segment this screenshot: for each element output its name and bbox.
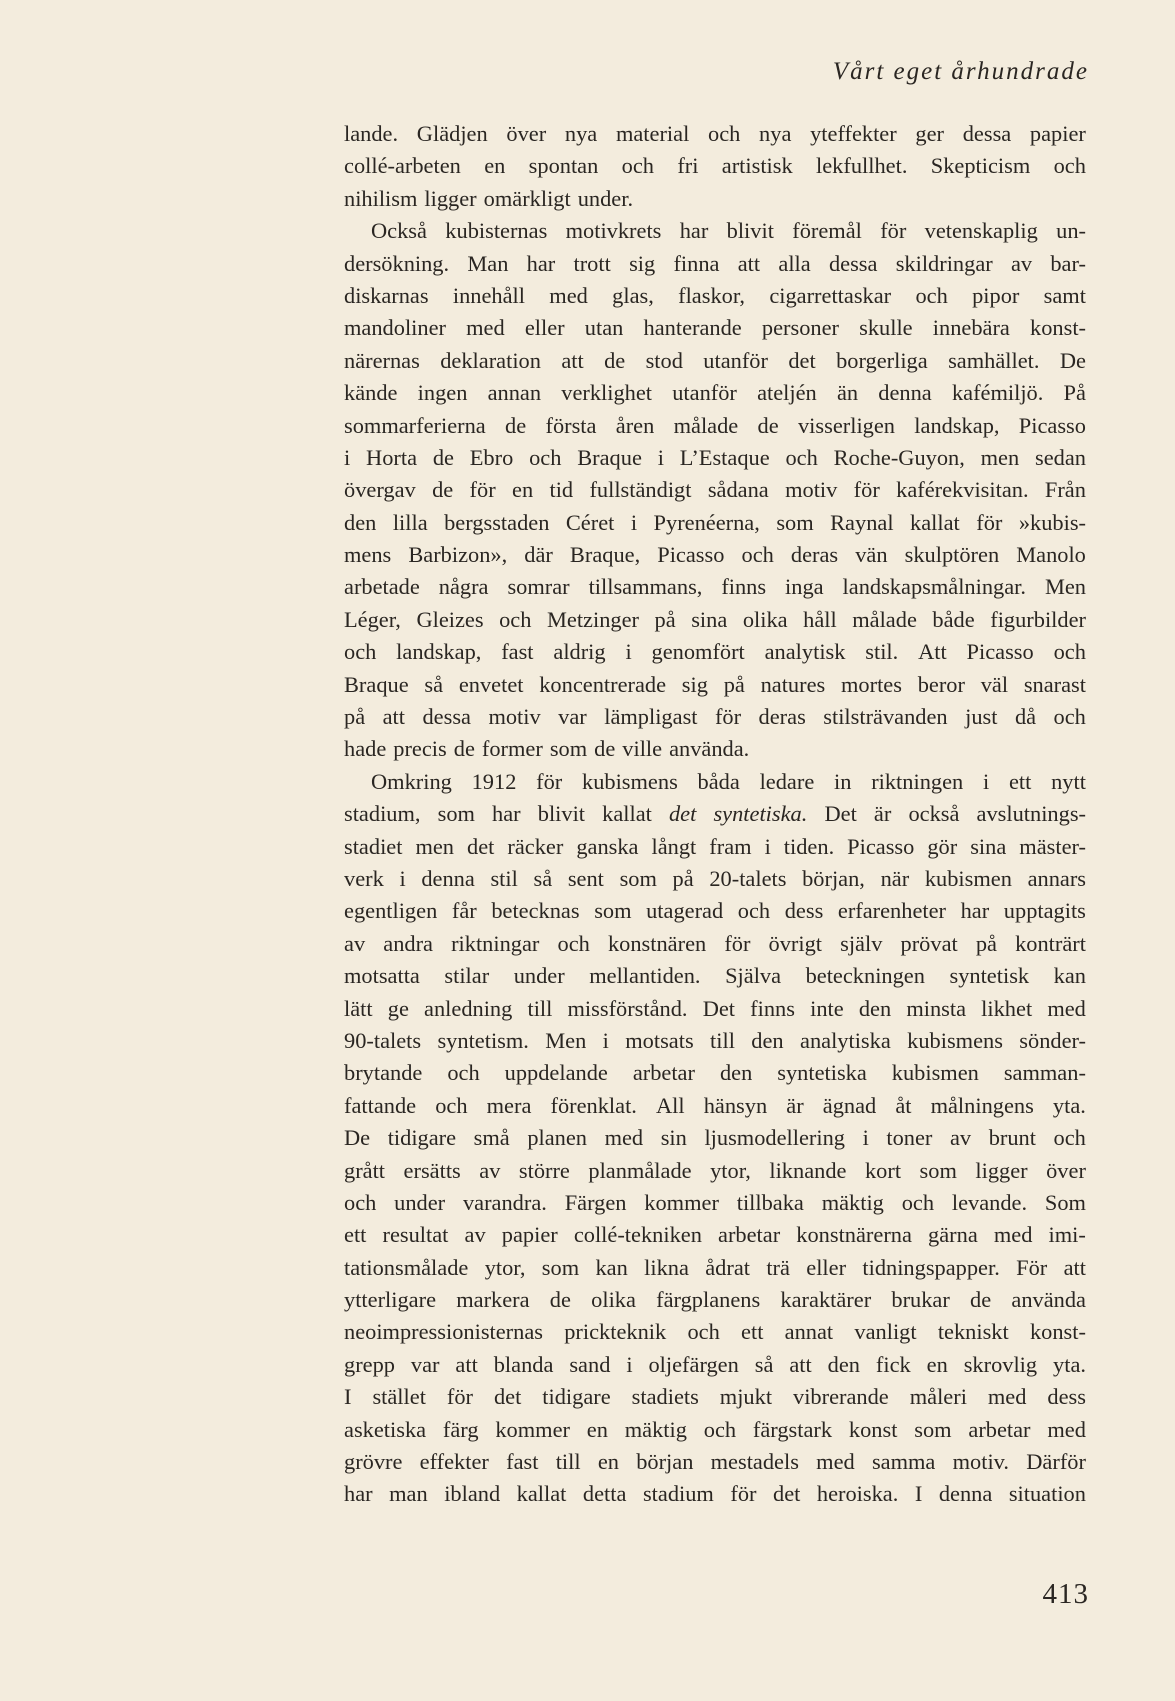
text-line: grövre effekter fast till en början mestadels med samma motiv. Därför bbox=[344, 1449, 1086, 1475]
text-line: lätt ge anledning till missförstånd. Det finns inte den minsta likhet med bbox=[344, 995, 1086, 1021]
text-line: sommarferierna de första åren målade de visserligen landskap, Picasso bbox=[344, 412, 1086, 438]
text-line: på att dessa motiv var lämpligast för deras stilsträvanden just då och bbox=[344, 704, 1086, 730]
text-line: grepp var att blanda sand i oljefärgen så att den fick en skrovlig yta. bbox=[344, 1351, 1086, 1377]
text-line: 90-talets syntetism. Men i motsats till den analytiska kubismens sönder- bbox=[344, 1027, 1086, 1053]
text-line: fattande och mera förenklat. All hänsyn är ägnad åt målningens yta. bbox=[344, 1092, 1086, 1118]
text-line: neoimpressionisternas prickteknik och ett annat vanligt tekniskt konst- bbox=[344, 1319, 1086, 1345]
text-line: och under varandra. Färgen kommer tillbaka mäktig och levande. Som bbox=[344, 1189, 1086, 1215]
text-line: dersökning. Man har trott sig finna att alla dessa skildringar av bar- bbox=[344, 250, 1086, 276]
text-line: den lilla bergsstaden Céret i Pyrenéerna, som Raynal kallat för »kubis- bbox=[344, 509, 1086, 535]
text-line: arbetade några somrar tillsammans, finns inga landskapsmålningar. Men bbox=[344, 574, 1086, 600]
body-text bbox=[344, 118, 1086, 1511]
text-line: Omkring 1912 för kubismens båda ledare in riktningen i ett nytt bbox=[371, 768, 1086, 794]
text-line: lande. Glädjen över nya material och nya yteffekter ger dessa papier bbox=[344, 121, 1086, 146]
text-line: mandoliner med eller utan hanterande personer skulle innebära konst- bbox=[344, 315, 1086, 341]
text-line: nihilism ligger omärkligt under. bbox=[344, 185, 634, 211]
text-line: kände ingen annan verklighet utanför ateljén än denna kafémiljö. På bbox=[344, 380, 1086, 406]
text-line: I stället för det tidigare stadiets mjukt vibrerande måleri med dess bbox=[344, 1384, 1086, 1410]
text-line: brytande och uppdelande arbetar den syntetiska kubismen samman- bbox=[344, 1060, 1086, 1086]
text-line: närernas deklaration att de stod utanför det borgerliga samhället. De bbox=[344, 347, 1086, 373]
text-line: av andra riktningar och konstnären för övrigt själv prövat på konträrt bbox=[344, 930, 1086, 956]
text-line: ett resultat av papier collé-tekniken arbetar konstnärerna gärna med imi- bbox=[344, 1222, 1086, 1248]
text-line: hade precis de former som de ville använda. bbox=[344, 736, 750, 762]
text-line: övergav de för en tid fullständigt sådana motiv för kaférekvisitan. Från bbox=[344, 477, 1086, 503]
text-line: motsatta stilar under mellantiden. Själva beteckningen syntetisk kan bbox=[344, 963, 1086, 989]
text-line: Braque så envetet koncentrerade sig på natures mortes beror väl snarast bbox=[344, 671, 1086, 697]
text-line: och landskap, fast aldrig i genomfört analytisk stil. Att Picasso och bbox=[344, 639, 1086, 665]
page-number: 413 bbox=[1042, 1578, 1089, 1610]
text-line: Léger, Gleizes och Metzinger på sina olika håll målade både figurbilder bbox=[344, 606, 1086, 632]
text-line: collé-arbeten en spontan och fri artistisk lekfullhet. Skepticism och bbox=[344, 153, 1086, 179]
text-line: egentligen får betecknas som utagerad och dess erfarenheter har upptagits bbox=[344, 898, 1086, 924]
text-line: tationsmålade ytor, som kan likna ådrat trä eller tidningspapper. För att bbox=[344, 1254, 1086, 1280]
text-line: stadiet men det räcker ganska långt fram i tiden. Picasso gör sina mäster- bbox=[344, 833, 1086, 859]
text-line: har man ibland kallat detta stadium för det heroiska. I denna situation bbox=[344, 1481, 1086, 1507]
text-line: mens Barbizon», där Braque, Picasso och deras vän skulptören Manolo bbox=[344, 542, 1086, 568]
text-line: ytterligare markera de olika färgplanens karaktärer brukar de använda bbox=[344, 1287, 1086, 1313]
text-line: De tidigare små planen med sin ljusmodellering i toner av brunt och bbox=[344, 1125, 1086, 1151]
running-head: Vårt eget århundrade bbox=[832, 58, 1089, 85]
text-line: i Horta de Ebro och Braque i L’Estaque och Roche-Guyon, men sedan bbox=[344, 444, 1086, 470]
text-line: Också kubisternas motivkrets har blivit föremål för vetenskaplig un- bbox=[371, 218, 1086, 244]
text-line: stadium, som har blivit kallat det syntetiska. Det är också avslutnings- bbox=[344, 801, 1086, 827]
text-line: diskarnas innehåll med glas, flaskor, cigarrettaskar och pipor samt bbox=[344, 282, 1086, 308]
text-line: verk i denna stil så sent som på 20-talets början, när kubismen annars bbox=[344, 865, 1086, 891]
text-line: asketiska färg kommer en mäktig och färgstark konst som arbetar med bbox=[344, 1416, 1086, 1442]
text-line: grått ersätts av större planmålade ytor, liknande kort som ligger över bbox=[344, 1157, 1086, 1183]
